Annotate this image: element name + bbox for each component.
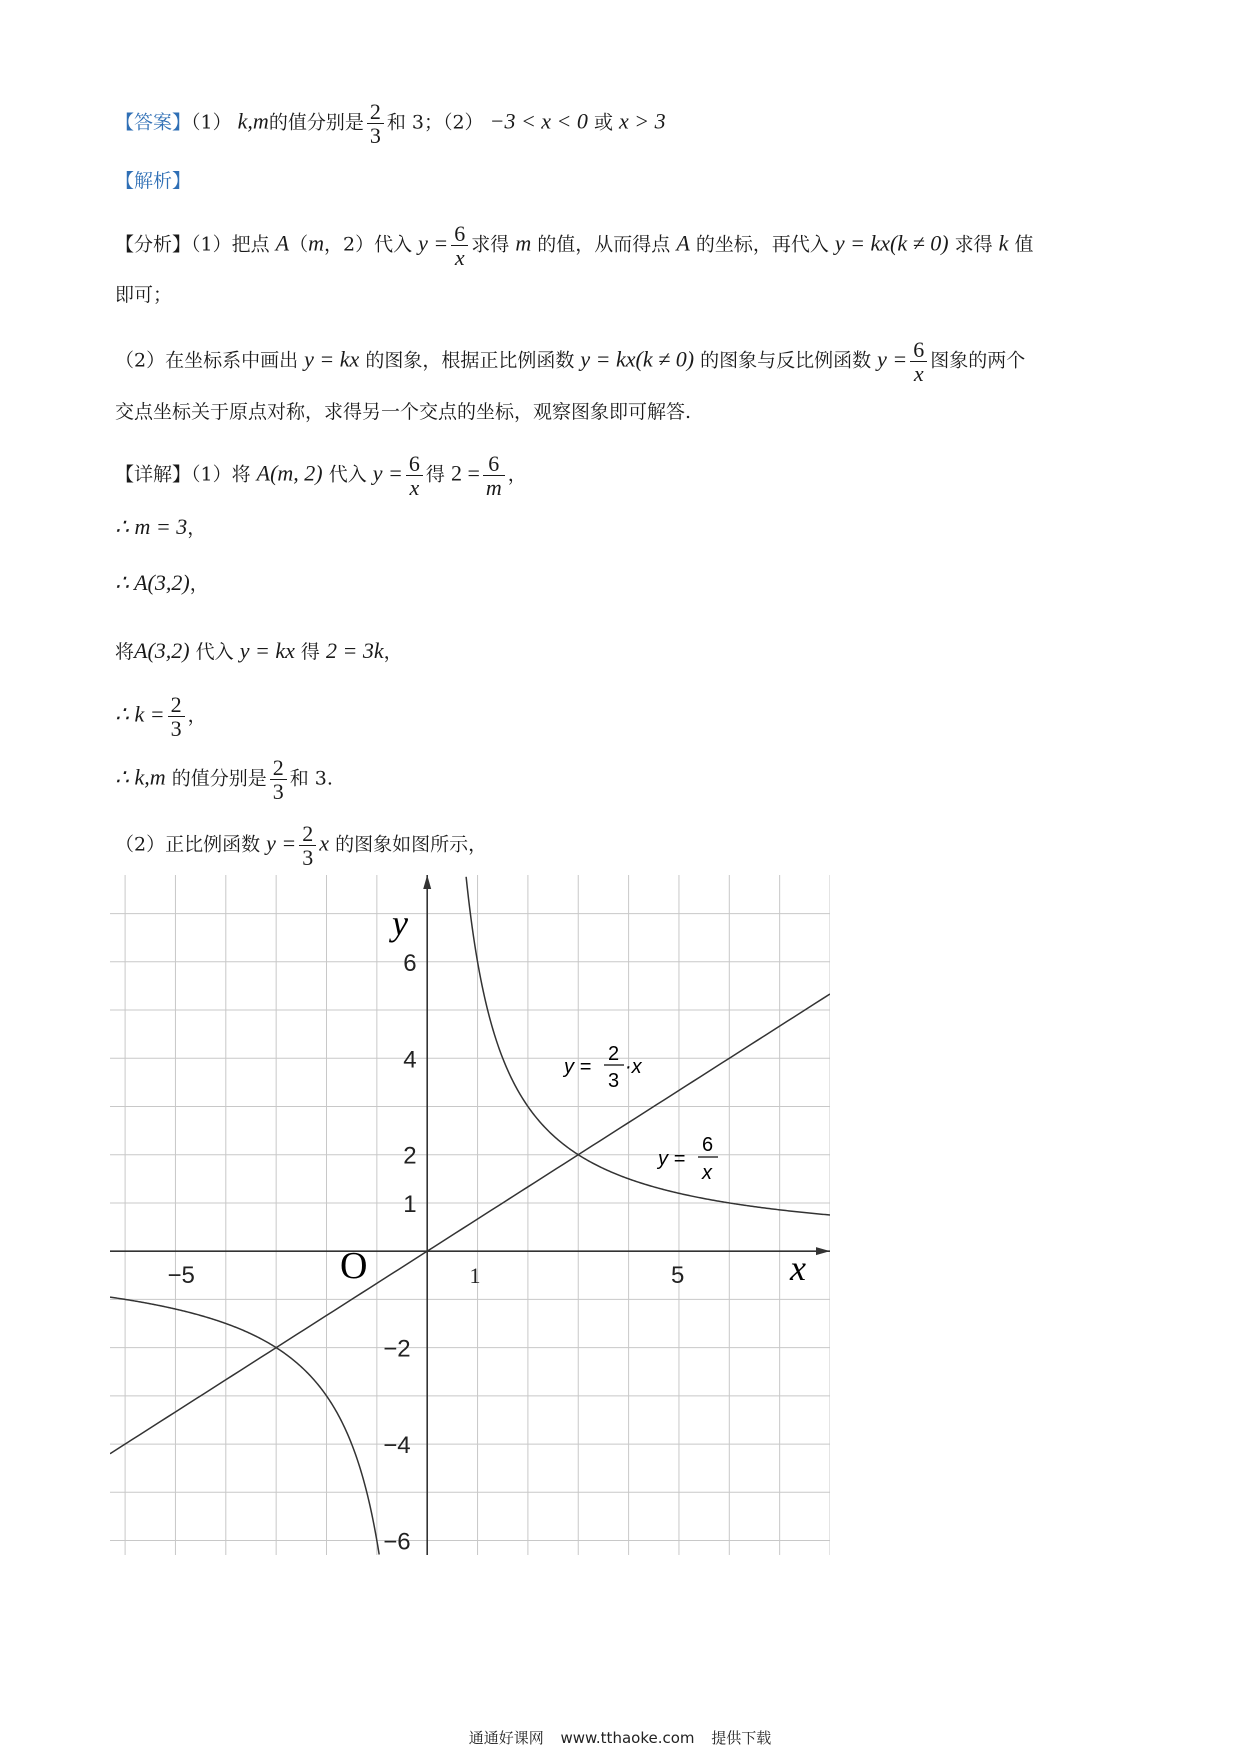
origin-label: O xyxy=(340,1245,368,1287)
part2-text: （2）在坐标系中画出 xyxy=(115,349,299,372)
x-tick-label: 1 xyxy=(469,1263,481,1289)
var-m: m xyxy=(308,230,325,256)
detail-line6 xyxy=(115,756,333,803)
line-y-2-3-x xyxy=(110,994,830,1454)
curve-label xyxy=(656,1134,718,1184)
answer-or: 或 xyxy=(593,111,613,134)
curve-label-den: x xyxy=(702,1162,712,1184)
detail-text: （2）正比例函数 xyxy=(115,833,261,856)
formula-2eq: 2 = xyxy=(450,460,480,486)
fenxi-line xyxy=(115,222,1033,269)
formula-ykx: y = kx xyxy=(239,638,295,663)
detail-line3 xyxy=(115,572,209,594)
answer-tag: 【答案】 xyxy=(115,111,192,134)
fraction-6-x: $\frac{6}{x}$ xyxy=(451,222,468,269)
var-k: k xyxy=(998,230,1009,256)
part2-text: 的图象，根据正比例函数 xyxy=(365,349,575,372)
detail-line2 xyxy=(115,516,206,538)
answer-line xyxy=(115,100,666,147)
graph-series xyxy=(110,877,830,1555)
fenxi-text: 的坐标，再代入 xyxy=(695,233,829,256)
fenxi-line2: 即可； xyxy=(115,284,173,306)
hyperbola-positive-branch xyxy=(466,877,830,1215)
line-label-num: 2 xyxy=(608,1043,620,1065)
line-label xyxy=(562,1043,643,1092)
grid xyxy=(110,875,830,1555)
formula-A32: A(3,2) xyxy=(134,638,190,663)
line-label-den: 3 xyxy=(608,1070,620,1092)
answer-text2: 和 3；（2） xyxy=(386,111,484,134)
detail-text: 的图象如图所示， xyxy=(335,833,488,856)
detail-text: ， xyxy=(187,704,207,727)
answer-km: k,m xyxy=(237,108,269,134)
y-tick-label: 6 xyxy=(403,949,417,977)
formula-Am2: A(m, 2) xyxy=(256,460,323,486)
footer-url[interactable]: www.tthaoke.com xyxy=(560,1729,695,1747)
detail-text: 代入 xyxy=(328,463,367,486)
hyperbola-negative-branch xyxy=(110,1297,379,1554)
part2-text: 的图象与反比例函数 xyxy=(700,349,872,372)
fraction-6-x: $\frac{6}{x}$ xyxy=(406,452,423,499)
y-tick-label: 4 xyxy=(403,1046,417,1074)
detail-text: （1）将 xyxy=(191,463,251,486)
footer-site: 通通好课网 xyxy=(468,1729,544,1747)
answer-inequality: −3 < x < 0 xyxy=(489,108,588,134)
var-m: m xyxy=(515,230,532,256)
part2-text: 图象的两个 xyxy=(930,349,1026,372)
curve-label-prefix: y = xyxy=(658,1148,686,1170)
formula-kx: y = kx(k ≠ 0) xyxy=(834,230,949,256)
part2-line2: 交点坐标关于原点对称，求得另一个交点的坐标，观察图象即可解答. xyxy=(115,401,692,423)
point-A: A xyxy=(275,230,290,256)
formula-y: y = xyxy=(266,830,297,856)
formula-y: y = xyxy=(372,460,403,486)
detail-text: ， xyxy=(383,641,403,663)
detail-text: ， xyxy=(189,573,209,595)
formula-km: ∴ k,m xyxy=(115,764,166,790)
answer-part1: （1） xyxy=(191,111,232,134)
point-A: A xyxy=(676,230,690,256)
detail-line4 xyxy=(115,640,403,662)
x-tick-label: 5 xyxy=(670,1262,685,1290)
fenxi-text: （1）把点 xyxy=(191,233,270,256)
detail-text: 代入 xyxy=(195,641,234,663)
y-tick-label: 2 xyxy=(403,1142,417,1170)
fraction-6-m: $\frac{6}{m}$ xyxy=(483,452,505,499)
detail-line5 xyxy=(115,693,207,740)
formula-A32: ∴ A(3,2) xyxy=(115,570,190,595)
fraction-2-3: $\frac{2}{3}$ xyxy=(168,693,185,740)
analysis-tag: 【解析】 xyxy=(115,170,192,192)
x-axis-arrow xyxy=(816,1247,830,1255)
formula-y: y = xyxy=(877,346,908,372)
fenxi-text: 求得 xyxy=(471,233,510,256)
line-label-prefix: y = xyxy=(564,1056,592,1078)
y-tick-label: −4 xyxy=(383,1432,411,1460)
fraction-6-x: $\frac{6}{x}$ xyxy=(910,338,927,385)
detail-text: 得 xyxy=(300,641,320,663)
x-tick-label: −5 xyxy=(167,1262,195,1290)
line-label-suffix: ·x xyxy=(625,1056,642,1078)
formula-ykx2: y = kx(k ≠ 0) xyxy=(580,346,695,372)
detail-tag: 【详解】 xyxy=(115,463,192,486)
var-x: x xyxy=(319,830,330,856)
y-axis-arrow xyxy=(423,875,431,889)
fraction-2-3: $\frac{2}{3}$ xyxy=(270,756,287,803)
formula-m3: ∴ m = 3 xyxy=(115,514,188,539)
answer-text1: 的值分别是 xyxy=(268,111,364,134)
answer-inequality2: x > 3 xyxy=(619,108,666,134)
fenxi-text: ，2）代入 xyxy=(324,233,413,256)
fenxi-text: 求得 xyxy=(954,233,993,256)
part2-line xyxy=(115,338,1025,385)
formula-ykx: y = kx xyxy=(304,346,360,372)
function-graph xyxy=(110,875,830,1555)
fraction-2-3: $\frac{2}{3}$ xyxy=(299,822,316,869)
detail-text: 的值分别是 xyxy=(171,767,267,790)
detail-text: 得 xyxy=(425,463,445,486)
y-tick-label: −6 xyxy=(383,1528,411,1555)
formula-y: y = xyxy=(418,230,449,256)
fenxi-text: （ xyxy=(289,233,309,256)
y-axis-label: y xyxy=(392,903,408,943)
fenxi-tag: 【分析】 xyxy=(115,233,192,256)
detail-line7 xyxy=(115,822,487,869)
detail-text: ， xyxy=(507,463,527,486)
formula-k: ∴ k = xyxy=(115,701,165,727)
footer xyxy=(0,1727,1240,1748)
detail-line xyxy=(115,452,527,499)
detail-text: 将 xyxy=(115,641,135,663)
formula-2eq3k: 2 = 3k xyxy=(325,638,384,663)
y-tick-label: 1 xyxy=(403,1190,417,1218)
curve-label-num: 6 xyxy=(702,1134,714,1156)
answer-fraction: $\frac{2}{3}$ xyxy=(367,100,384,147)
x-axis-label: x xyxy=(790,1248,806,1288)
footer-note: 提供下载 xyxy=(711,1729,772,1747)
fenxi-text: 值 xyxy=(1014,233,1034,256)
detail-text: ， xyxy=(187,517,207,539)
y-tick-label: −2 xyxy=(383,1335,411,1363)
detail-text: 和 3. xyxy=(289,767,333,790)
fenxi-text: 的值，从而得点 xyxy=(537,233,671,256)
axes xyxy=(110,875,830,1555)
